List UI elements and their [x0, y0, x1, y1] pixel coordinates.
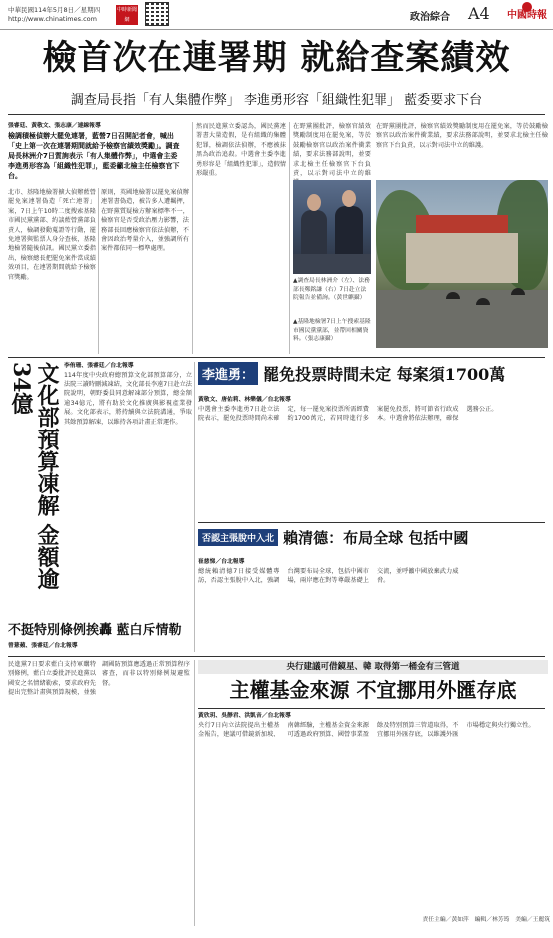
lai-headline	[198, 527, 548, 555]
sovereign-fund-kicker-bar	[198, 660, 548, 674]
editor-credits: 責任主編／黃如萍 編輯／林芳筠 美編／王麗筑	[422, 917, 550, 923]
recall-vote-title: 罷免投票時間未定 每案須1700萬	[263, 365, 506, 384]
qr-code-icon	[146, 3, 168, 25]
main-headline: 檢首次在連署期 就給查案績效	[42, 38, 511, 78]
story5-text: 總統賴清德7日接受媒體專訪，否認主張脫中入北，強調台灣要布局全球，包括中國市場，兩岸應在對等尊嚴基礎上交流，並呼籲中國放棄武力威脅。	[198, 567, 459, 584]
column-divider	[194, 362, 195, 652]
culture-budget-headline: 文化部預算凍解 金額逾34億	[8, 362, 60, 590]
special-act-byline-box	[8, 642, 190, 660]
lai-title: 賴清德：布局全球 包括中國	[283, 529, 469, 547]
sovereign-fund-story	[198, 712, 548, 926]
page-number: A4	[468, 4, 490, 23]
column-divider	[194, 660, 195, 926]
brand-logo: 中國時報	[505, 2, 549, 29]
story1-column-2: 原則，英國地檢署以罷免案偵辦連署書偽造，被告多人遭羈押，在野黨質疑檢方辦案標準不一，檢察官是否受政治壓力影響，法務部長回應檢察官依法偵辦，不會因政治考量介入，並強調所有案件都依同一標準處理。	[101, 189, 189, 253]
recall-vote-headline	[198, 362, 548, 392]
divider	[8, 114, 545, 115]
news-logo: 中時新聞網	[116, 7, 137, 23]
special-act-headline: 不挺特別條例挨轟 藍白斥情勒	[8, 623, 182, 638]
recall-vote-story	[198, 396, 548, 520]
officials-photo	[293, 180, 371, 274]
story5-byline: 崔慈悌／台北報導	[198, 559, 245, 565]
story1-lead: 檢調積極偵辦大罷免連署，藍營7日召開記者會，喊出「史上第一次在連署期間就給予檢察官績效獎勵」。調查局長林洲介7日質詢表示「有人集體作弊」，中選會主委李進勇形容為「組織性犯罪」，藍委籲北檢主任檢察官下台。	[8, 131, 180, 180]
issue-date: 中華民國114年5月8日／星期四	[8, 6, 101, 14]
story1-column-4: 在野黨團批評，檢察官績效獎勵制度用在罷免案，等於鼓勵檢察官以政治案件衝業績，要求法務部說明，並要求北檢主任檢察官下台負責，以示對司法中立的維	[293, 123, 371, 178]
divider	[198, 522, 545, 523]
column-divider	[192, 122, 193, 354]
story1-column-5: 在野黨團批評，檢察官績效獎勵制度用在罷免案，等於鼓勵檢察官以政治案件衝業績，要求法務部說明，並要求北檢主任檢察官下台負責，以示對司法中立的維護。	[376, 123, 548, 149]
main-subheadline: 調查局長指「有人集體作弊」 李進勇形容「組織性犯罪」 藍委要求下台	[70, 93, 483, 108]
story2-text: 114年度中央政府總預算文化部預算部分，立法院三讀時刪減凍結，文化部長李遠7日赴立法院說明，朝野委員同意解凍部分預算，總金額逾34億元，將有助於文化推廣與影視產業發展。文化部表示，將持續與立法院溝通，爭取其餘預算解凍，以維持各項計畫正常運作。	[64, 371, 192, 426]
story1-column-1: 北市、基隆地檢署擴大偵辦藍營罷免案連署偽造「死亡連署」案，7日上午10時二度搜索基隆市國民黨黨部、約談藍營黨部負責人，檢調發動蒐證等行動，罷免連署與監票人身分查核，基隆地檢署隨後偵訊。國民黨立委指出，檢察總長把罷免案件當成績效項目，在連署期間就給予檢察官獎勵。	[8, 189, 96, 281]
site-url[interactable]: http://www.chinatimes.com	[8, 15, 97, 23]
story6-byline: 黃欣玥、吳靜君、洪凱音／台北報導	[198, 713, 291, 719]
story1-lead-box	[8, 122, 184, 184]
lai-kicker: 否認主張脫中入北	[198, 529, 278, 546]
party-office-photo	[376, 180, 548, 348]
culture-budget-story	[64, 362, 192, 618]
recall-vote-kicker: 李進勇：	[198, 362, 258, 385]
sovereign-fund-title: 主權基金來源 不宜挪用外匯存底	[229, 678, 517, 702]
story2-byline: 李侑珊、張睿廷／台北報導	[64, 363, 134, 369]
story3-text: 民進黨7日要求藍白支持軍購特別條例，藍白立委批評民進黨以國安之名情緒勒索，要求政府先提出完整計畫與預算規模，並強調國防預算應透過正常預算程序審查，而非以特別條例規避監督。	[8, 661, 190, 697]
story3-byline: 曾薏蘋、張睿廷／台北報導	[8, 643, 78, 649]
story1-byline: 張睿廷、黃敬文、張志康／連線報導	[8, 123, 101, 129]
story4-byline: 黃敬文、唐佑莉、林樂儀／台北報導	[198, 397, 291, 403]
masthead	[0, 0, 553, 30]
divider	[8, 357, 545, 358]
column-divider	[98, 188, 99, 354]
lai-story	[198, 558, 548, 652]
officials-photo-caption: ▲調查局長林洲介（左）、法務部長鄭銘謙（右）7日赴立法院報告並備詢。（黃世麒攝）	[293, 278, 370, 301]
divider	[8, 656, 545, 657]
column-divider	[289, 122, 290, 354]
sovereign-fund-kicker: 央行建議可借鏡星、韓 取得第一桶金有三管道	[286, 662, 460, 672]
story6-text: 央行7日向立法院提出主權基金報告，建議可借鏡新加坡、南韓經驗，主權基金資金來源可透過政府預算、國營事業盈餘及特別預算三管道取得，不宜挪用外匯存底，以維護外匯市場穩定與央行獨立性。	[198, 721, 535, 738]
divider	[198, 708, 545, 709]
building-photo-caption: ▲基隆地檢署7日上午搜索基隆市國民黨黨部，並帶回相關資料。（張志康攝）	[293, 319, 371, 342]
section-name: 政治綜合	[410, 12, 450, 23]
story1-column-3: 然而民進黨立委認為，國民黨連署書大量造假，是有組織的集體犯罪，檢調依法偵辦，不應被抹黑為政治追殺。中選會主委李進勇形容是「組織性犯罪」，造假情形嚴重。	[196, 123, 286, 178]
story4-text: 中選會主委李進勇7日赴立法院表示，罷免投票時間尚未確定，每一罷免案投票所需經費約1700萬元，若同時進行多案罷免投票，將可節省行政成本。中選會將依法辦理，確保選務公正。	[198, 405, 498, 422]
